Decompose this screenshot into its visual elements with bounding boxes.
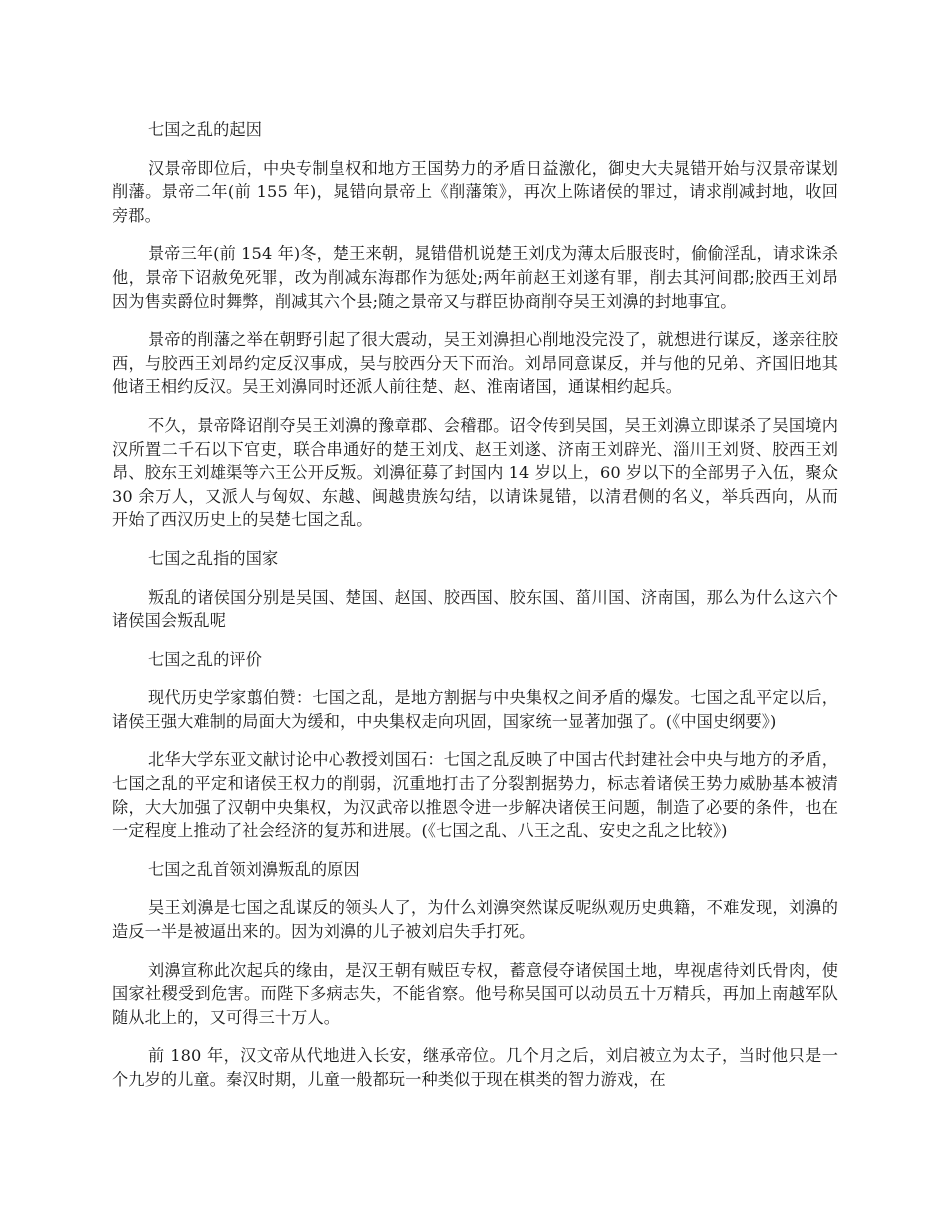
paragraph: 景帝的削藩之举在朝野引起了很大震动，吴王刘濞担心削地没完没了，就想进行谋反，遂亲往胶西，与胶西王刘昂约定反汉事成，吴与胶西分天下而治。刘昂同意谋反，并与他的兄弟、齐国旧地其他诸王相约反汉。吴王刘濞同时还派人前往楚、赵、淮南诸国，通谋相约起兵。 [112,330,838,397]
paragraph: 不久，景帝降诏削夺吴王刘濞的豫章郡、会稽郡。诏令传到吴国，吴王刘濞立即谋杀了吴国境内汉所置二千石以下官吏，联合串通好的楚王刘戊、赵王刘遂、济南王刘辟光、淄川王刘贤、胶西王刘昂、胶东王刘雄渠等六王公开反叛。刘濞征募了封国内 14 岁以上，60 岁以下的全部男子入伍，聚众 30 余万人，又派人与匈奴、东越、闽越贵族勾结，以请诛晁错，以清君侧的名义，举兵西向，从而开始了西汉历史上的吴楚七国之乱。 [112,415,838,530]
paragraph: 现代历史学家翦伯赞：七国之乱，是地方割据与中央集权之间矛盾的爆发。七国之乱平定以后，诸侯王强大难制的局面大为缓和，中央集权走向巩固，国家统一显著加强了。(《中国史纲要》) [112,688,838,731]
document-body [112,118,838,1107]
section-heading-evaluation: 七国之乱的评价 [148,649,263,669]
paragraph: 前 180 年，汉文帝从代地进入长安，继承帝位。几个月之后，刘启被立为太子，当时他只是一个九岁的儿童。秦汉时期，儿童一般都玩一种类似于现在棋类的智力游戏，在 [112,1046,838,1089]
paragraph: 刘濞宣称此次起兵的缘由，是汉王朝有贼臣专权，蓄意侵夺诸侯国土地，卑视虐待刘氏骨肉，使国家社稷受到危害。而陛下多病志失，不能省察。他号称吴国可以动员五十万精兵，再加上南越军队随从北上的，又可得三十万人。 [112,960,838,1027]
paragraph: 景帝三年(前 154 年)冬，楚王来朝，晁错借机说楚王刘戊为薄太后服丧时，偷偷淫乱，请求诛杀他，景帝下诏赦免死罪，改为削减东海郡作为惩处;两年前赵王刘遂有罪，削去其河间郡;胶西王刘昂因为售卖爵位时舞弊，削减其六个县;随之景帝又与群臣协商削夺吴王刘濞的封地事宜。 [112,244,838,311]
paragraph: 吴王刘濞是七国之乱谋反的领头人了，为什么刘濞突然谋反呢纵观历史典籍，不难发现，刘濞的造反一半是被逼出来的。因为刘濞的儿子被刘启失手打死。 [112,898,838,942]
paragraph: 北华大学东亚文献讨论中心教授刘国石：七国之乱反映了中国古代封建社会中央与地方的矛盾，七国之乱的平定和诸侯王权力的削弱，沉重地打击了分裂割据势力，标志着诸侯王势力威胁基本被清除，大大加强了汉朝中央集权，为汉武帝以推恩令进一步解决诸侯王问题，制造了必要的条件，也在一定程度上推动了社会经济的复苏和进展。(《七国之乱、八王之乱、安史之乱之比较》) [112,750,838,841]
section-heading-states: 七国之乱指的国家 [148,548,279,568]
section-heading-causes: 七国之乱的起因 [148,120,263,139]
paragraph: 叛乱的诸侯国分别是吴国、楚国、赵国、胶西国、胶东国、菑川国、济南国，那么为什么这六个诸侯国会叛乱呢 [112,587,838,631]
paragraph: 汉景帝即位后，中央专制皇权和地方王国势力的矛盾日益激化，御史大夫晁错开始与汉景帝谋划削藩。景帝二年(前 155 年)，晁错向景帝上《削藩策》，再次上陈诸侯的罪过，请求削减封地，收回旁郡。 [112,158,838,225]
section-heading-reasons: 七国之乱首领刘濞叛乱的原因 [148,859,360,879]
